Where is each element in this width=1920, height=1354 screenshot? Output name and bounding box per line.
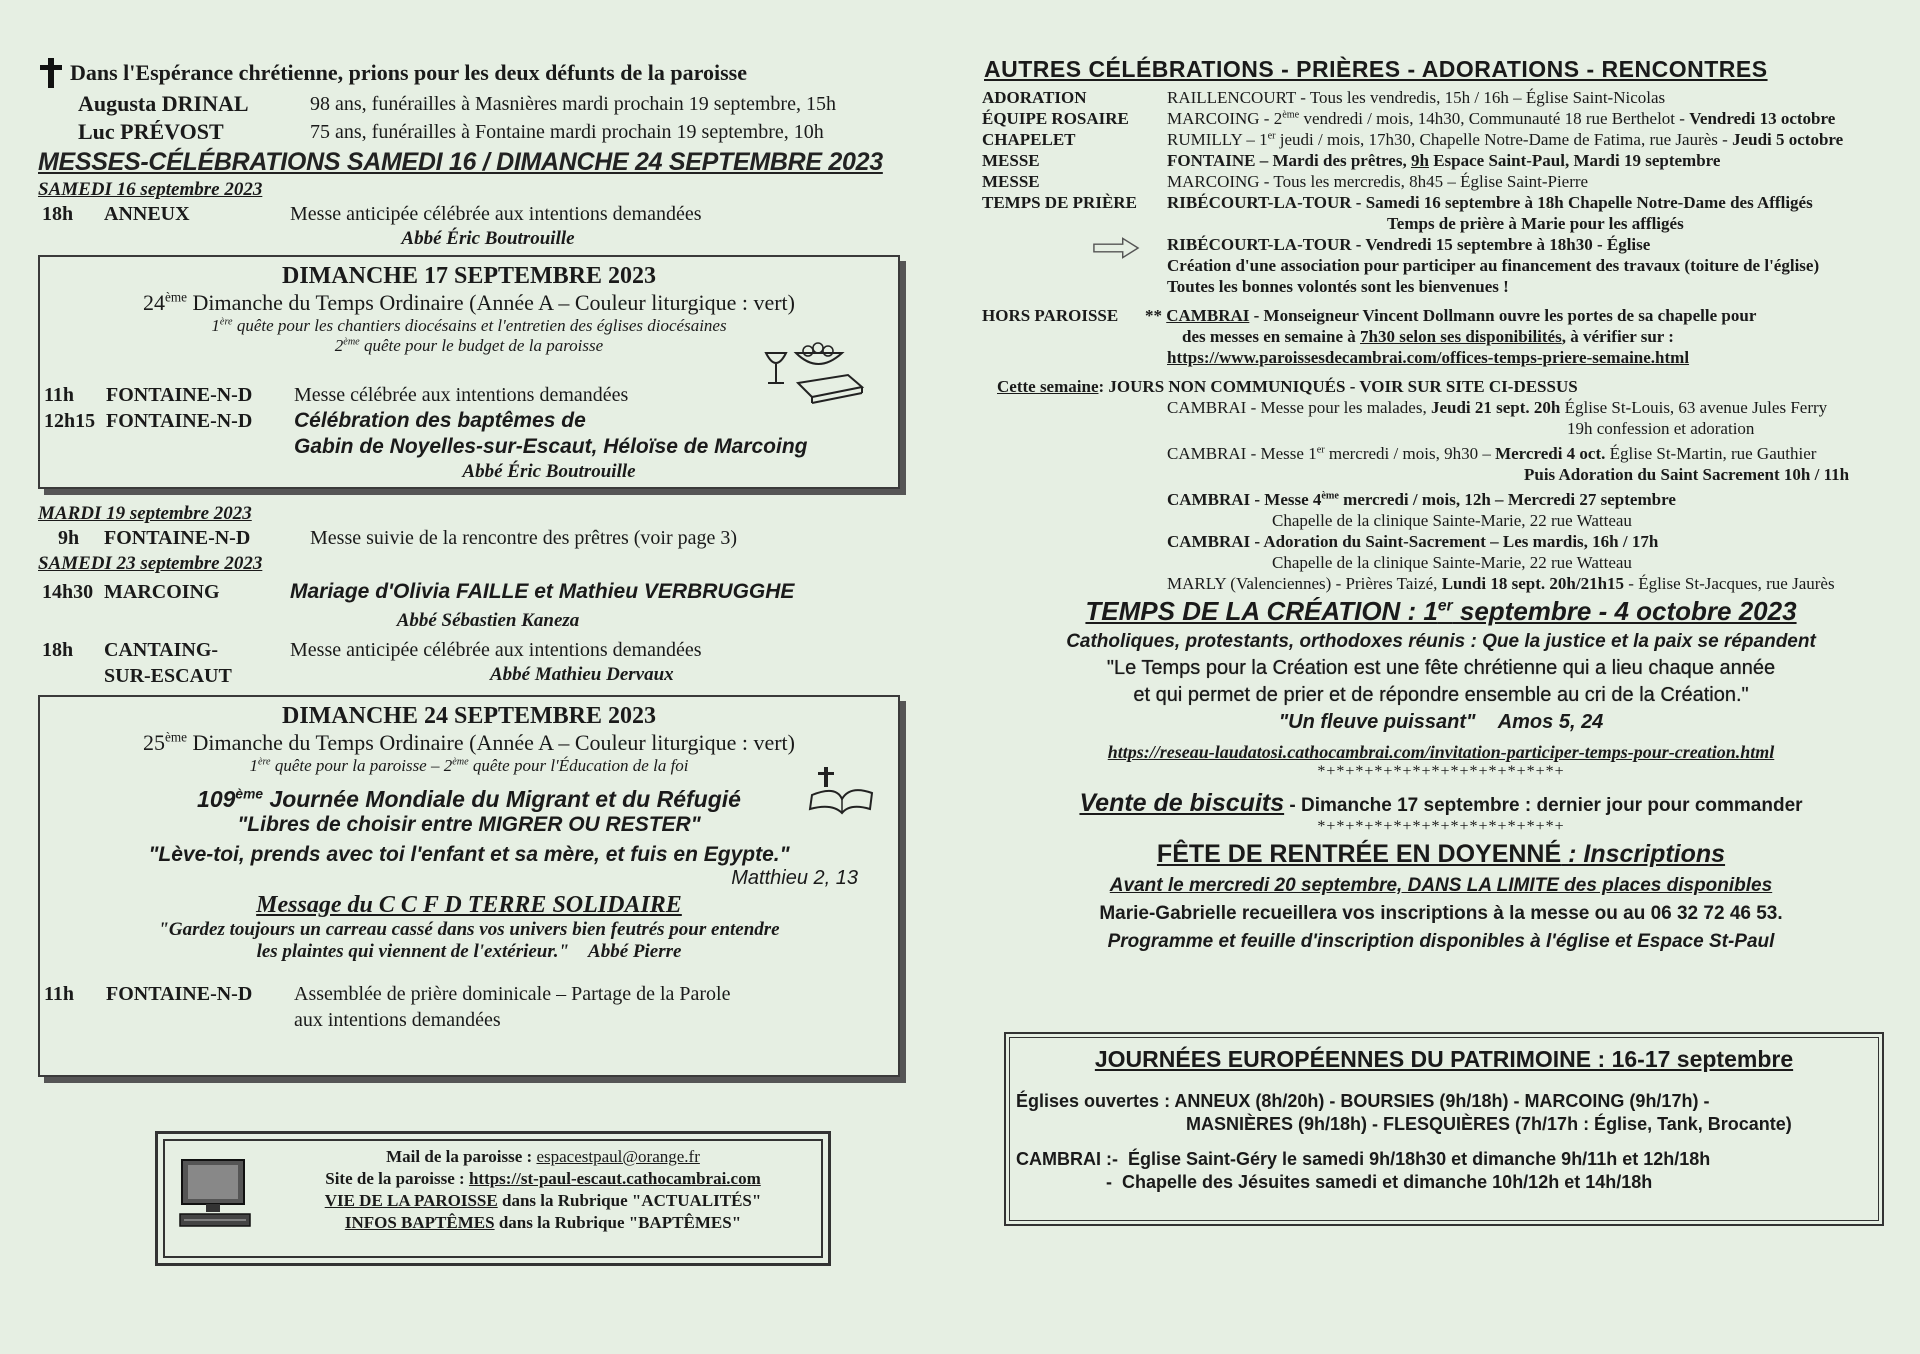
box-title: DIMANCHE 17 SEPTEMBRE 2023: [281, 263, 657, 289]
verse-quote: "Lève-toi, prends avec toi l'enfant et sa mère, et fuis en Egypte.": [148, 843, 790, 866]
vie-link[interactable]: VIE DE LA PAROISSE: [324, 1191, 498, 1210]
week-item: CAMBRAI - Messe 1er mercredi / mois, 9h30 – Mercredi 4 oct. Église St-Martin, rue Gauthier: [1167, 444, 1817, 463]
event-row: 18h CANTAING- Messe anticipée célébrée aux intentions demandées: [42, 639, 702, 661]
celebration-row: MESSE FONTAINE – Mardi des prêtres, 9h Espace Saint-Paul, Mardi 19 septembre: [982, 151, 1721, 170]
celebration-row-cont: Création d'une association pour participer au financement des travaux (toiture de l'église): [1167, 256, 1820, 275]
creation-quote: "Un fleuve puissant" Amos 5, 24: [1278, 711, 1604, 733]
priest-name: Abbé Éric Boutrouille: [401, 228, 575, 249]
event-row: 14h30 MARCOING Mariage d'Olivia FAILLE et Mathieu VERBRUGGHE: [42, 580, 795, 603]
cambrai-url-link[interactable]: https://www.paroissesdecambrai.com/offices-temps-priere-semaine.html: [1167, 348, 1690, 367]
celebration-row: RIBÉCOURT-LA-TOUR - Vendredi 15 septembre à 18h30 - Église: [982, 234, 1900, 255]
fete-line: Marie-Gabrielle recueillera vos inscriptions à la messe ou au 06 32 72 46 53.: [1099, 903, 1783, 924]
fete-line: Programme et feuille d'inscription disponibles à l'église et Espace St-Paul: [1107, 931, 1775, 952]
patrimoine-line: MASNIÈRES (9h/18h) - FLESQUIÈRES (7h/17h : Église, Tank, Brocante): [1186, 1114, 1792, 1134]
death-info: 98 ans, funérailles à Masnières mardi prochain 19 septembre, 15h: [310, 93, 836, 115]
fete-line: Avant le mercredi 20 septembre, DANS LA LIMITE des places disponibles: [1109, 875, 1773, 896]
patrimoine-line: Églises ouvertes : ANNEUX (8h/20h) - BOURSIES (9h/18h) - MARCOING (9h/17h) -: [1016, 1091, 1710, 1111]
priest-name: Abbé Éric Boutrouille: [462, 461, 636, 482]
death-row: [78, 90, 938, 118]
others-title: AUTRES CÉLÉBRATIONS - PRIÈRES - ADORATIONS - RENCONTRES: [984, 56, 1768, 82]
week-item-cont: Puis Adoration du Saint Sacrement 10h / 11h: [1524, 465, 1850, 484]
week-item: CAMBRAI - Messe 4ème mercredi / mois, 12h – Mercredi 27 septembre: [1167, 490, 1676, 509]
week-item: MARLY (Valenciennes) - Prières Taizé, Lundi 18 sept. 20h/21h15 - Église St-Jacques, rue Jaurès: [1167, 574, 1835, 593]
week-item: CAMBRAI - Adoration du Saint-Sacrement – Les mardis, 16h / 17h: [1167, 532, 1659, 551]
left-column: [38, 56, 938, 1077]
hors-paroisse-row: HORS PAROISSE ** CAMBRAI - Monseigneur Vincent Dollmann ouvre les portes de sa chapelle pour: [982, 306, 1757, 325]
ccfd-title: Message du C C F D TERRE SOLIDAIRE: [256, 892, 682, 918]
week-row: Cette semaine : JOURS NON COMMUNIQUÉS - VOIR SUR SITE CI-DESSUS: [997, 377, 1578, 396]
open-bible-cross-icon: [806, 765, 876, 815]
parish-mail: Mail de la paroisse : espacestpaul@orange.fr: [386, 1147, 700, 1166]
right-column: [982, 56, 1900, 953]
day-label-sat16: SAMEDI 16 septembre 2023: [38, 179, 263, 200]
creation-line: et qui permet de prier et de répondre ensemble au cri de la Création.": [1133, 684, 1749, 706]
celebration-row: CHAPELET RUMILLY – 1er jeudi / mois, 17h30, Chapelle Notre-Dame de Fatima, rue Jaurès - Jeudi 5 octobre: [982, 130, 1844, 149]
event-row: 9h FONTAINE-N-D Messe suivie de la rencontre des prêtres (voir page 3): [58, 527, 738, 549]
infos-baptemes: INFOS BAPTÊMES dans la Rubrique "BAPTÊMES": [344, 1213, 742, 1232]
patrimoine-title: JOURNÉES EUROPÉENNES DU PATRIMOINE : 16-17 septembre: [1094, 1046, 1794, 1072]
verse-ref: Matthieu 2, 13: [731, 867, 858, 889]
site-link[interactable]: https://st-paul-escaut.cathocambrai.com: [468, 1169, 761, 1188]
creation-line: Catholiques, protestants, orthodoxes réunis : Que la justice et la paix se répandent: [1066, 631, 1816, 652]
fete-title: FÊTE DE RENTRÉE EN DOYENNÉ : Inscriptions: [1156, 840, 1726, 868]
migrant-quote: "Libres de choisir entre MIGRER OU RESTER": [237, 813, 701, 836]
week-item: CAMBRAI - Messe pour les malades, Jeudi 21 sept. 20h Église St-Louis, 63 avenue Jules Ferry: [1167, 398, 1828, 417]
migrant-day: 109ème Journée Mondiale du Migrant et du Réfugié: [197, 786, 741, 812]
cross-icon: [38, 56, 64, 90]
deaths-heading: Dans l'Espérance chrétienne, prions pour les deux défunts de la paroisse: [38, 56, 938, 90]
death-info: 75 ans, funérailles à Fontaine mardi prochain 19 septembre, 10h: [310, 121, 824, 143]
death-row: [78, 118, 938, 146]
parish-site: Site de la paroisse : https://st-paul-escaut.cathocambrai.com: [325, 1169, 761, 1188]
event-row: 11h FONTAINE-N-D Assemblée de prière dominicale – Partage de la Parole: [44, 983, 731, 1005]
quete-note: 1ère quête pour les chantiers diocésains et l'entretien des églises diocésaines: [211, 316, 727, 335]
death-name: Augusta DRINAL: [78, 91, 249, 116]
bapt-link[interactable]: INFOS BAPTÊMES: [344, 1213, 495, 1232]
celebration-row: TEMPS DE PRIÈRE RIBÉCOURT-LA-TOUR - Samedi 16 septembre à 18h Chapelle Notre-Dame des Affligés: [982, 193, 1813, 212]
event-row-cont: SUR-ESCAUT Abbé Mathieu Dervaux: [104, 664, 674, 687]
quete-note: 2ème quête pour le budget de la paroisse: [334, 336, 604, 355]
patrimoine-line: CAMBRAI :- Église Saint-Géry le samedi 9h/18h30 et dimanche 9h/11h et 12h/18h: [1016, 1149, 1711, 1169]
event-row-cont: aux intentions demandées: [294, 1009, 501, 1031]
masses-title: MESSES-CÉLÉBRATIONS SAMEDI 16 / DIMANCHE 24 SEPTEMBRE 2023: [38, 148, 883, 176]
creation-url-link[interactable]: https://reseau-laudatosi.cathocambrai.com/invitation-participer-temps-pour-creation.html: [1107, 742, 1775, 762]
hors-paroisse-cont: des messes en semaine à 7h30 selon ses disponibilités, à vérifier sur :: [1182, 327, 1674, 346]
box-subtitle: 25ème Dimanche du Temps Ordinaire (Année A – Couleur liturgique : vert): [143, 729, 795, 755]
box-title: DIMANCHE 24 SEPTEMBRE 2023: [281, 703, 657, 729]
celebration-row-cont: Toutes les bonnes volontés sont les bienvenues !: [1167, 277, 1509, 296]
creation-line: "Le Temps pour la Création est une fête chrétienne qui a lieu chaque année: [1106, 657, 1776, 679]
stars-divider: *+*+*+*+*+*+*+*+*+*+*+*+*+: [1317, 818, 1565, 835]
event-row: 18h ANNEUX Messe anticipée célébrée aux intentions demandées: [42, 203, 702, 225]
vie-paroisse: VIE DE LA PAROISSE dans la Rubrique "ACTUALITÉS": [324, 1191, 762, 1210]
arrow-right-icon: [1092, 236, 1140, 260]
celebration-row: ADORATION RAILLENCOURT - Tous les vendredis, 15h / 16h – Église Saint-Nicolas: [982, 88, 1666, 107]
event-row-cont: Gabin de Noyelles-sur-Escaut, Héloïse de Marcoing: [294, 435, 808, 458]
sunday24-box: [38, 695, 900, 1077]
priest-name: Abbé Sébastien Kaneza: [396, 610, 580, 631]
quete-note: 1ère quête pour la paroisse – 2ème quête pour l'Éducation de la foi: [249, 756, 689, 775]
stars-divider: *+*+*+*+*+*+*+*+*+*+*+*+*+: [1317, 763, 1565, 780]
chalice-bread-bible-icon: [758, 331, 868, 411]
ccfd-line: les plaintes qui viennent de l'extérieur." Abbé Pierre: [256, 941, 682, 962]
creation-title: TEMPS DE LA CRÉATION : 1er septembre - 4 octobre 2023: [1085, 596, 1797, 626]
biscuits-line: Vente de biscuits - Dimanche 17 septembre : dernier jour pour commander: [1079, 789, 1803, 817]
box-subtitle: 24ème Dimanche du Temps Ordinaire (Année A – Couleur liturgique : vert): [143, 289, 795, 315]
patrimoine-box: [1004, 1032, 1884, 1226]
computer-icon: [176, 1154, 256, 1234]
parish-info-box: [155, 1131, 831, 1266]
week-item-cont: Chapelle de la clinique Sainte-Marie, 22 rue Watteau: [1272, 511, 1632, 530]
patrimoine-line: - Chapelle des Jésuites samedi et dimanche 10h/12h et 14h/18h: [1106, 1172, 1653, 1192]
celebration-row: MESSE MARCOING - Tous les mercredis, 8h45 – Église Saint-Pierre: [982, 172, 1589, 191]
week-item-cont: Chapelle de la clinique Sainte-Marie, 22 rue Watteau: [1272, 553, 1632, 572]
day-label-sat23: SAMEDI 23 septembre 2023: [38, 553, 263, 574]
week-item-cont: 19h confession et adoration: [1567, 419, 1755, 438]
day-label-tue19: MARDI 19 septembre 2023: [38, 503, 252, 524]
sunday17-box: [38, 255, 900, 489]
hors-paroisse-url: [982, 347, 1900, 368]
death-name: Luc PRÉVOST: [78, 119, 224, 144]
mail-link[interactable]: espacestpaul@orange.fr: [536, 1147, 700, 1166]
ccfd-line: "Gardez toujours un carreau cassé dans vos univers bien feutrés pour entendre: [158, 919, 780, 940]
celebration-row-cont: Temps de prière à Marie pour les affligés: [1387, 214, 1684, 233]
event-row: 12h15 FONTAINE-N-D Célébration des baptêmes de: [44, 409, 586, 432]
event-row: 11h FONTAINE-N-D Messe célébrée aux intentions demandées: [44, 384, 629, 406]
celebration-row: ÉQUIPE ROSAIRE MARCOING - 2ème vendredi / mois, 14h30, Communauté 18 rue Berthelot - Vendredi 13 octobre: [982, 109, 1836, 128]
